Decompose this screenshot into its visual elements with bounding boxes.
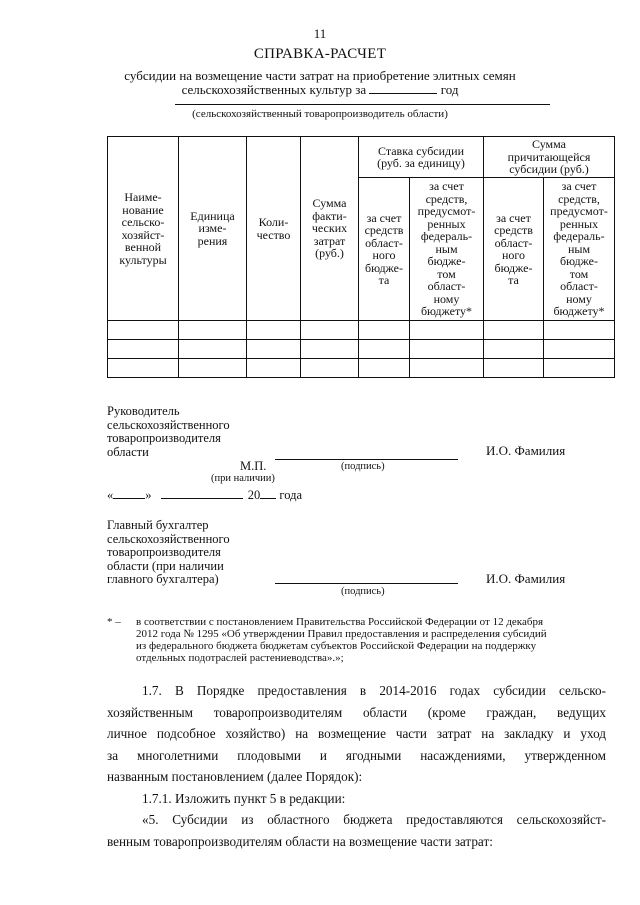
text-line: Руководитель <box>107 404 180 418</box>
subtitle-line-2-text: сельскохозяйственных культур за <box>181 82 367 97</box>
accountant-title <box>107 519 230 587</box>
body-line: личное подсобное хозяйство) на возмещение части затрат на закладку и уход <box>107 726 606 741</box>
text-line: в соответствии с постановлением Правительства Российской Федерации от 12 декабря <box>136 616 544 628</box>
paragraph-1-7-1: 1.7.1. Изложить пункт 5 в редакции: <box>142 790 346 806</box>
text-line: за счет <box>429 179 464 194</box>
text-line: област- <box>560 279 598 294</box>
day-blank <box>113 487 145 499</box>
head-signature-caption: (подпись) <box>341 461 385 472</box>
text-line: за счет <box>496 210 531 225</box>
header-sum-federal <box>544 178 615 321</box>
text-line: ному <box>433 291 460 306</box>
accountant-name: И.О. Фамилия <box>486 571 566 586</box>
text-line: област- <box>427 279 466 294</box>
stamp-note: (при наличии) <box>211 473 275 484</box>
text-line: 2012 года № 1295 «Об утверждении Правил предоставления и распределения субсидий <box>136 628 547 640</box>
header-subsidy-sum <box>484 137 615 178</box>
text-line: ным <box>567 241 591 256</box>
head-name: И.О. Фамилия <box>486 443 566 458</box>
text-line: област- <box>494 235 533 250</box>
head-signature-line <box>275 459 458 460</box>
text-line: бюдже- <box>559 254 599 269</box>
text-line: за счет <box>366 210 402 225</box>
text-line: Ставка субсидии <box>377 143 464 158</box>
text-line: отдельных подотраслей растениеводства».»; <box>136 652 344 664</box>
month-blank <box>161 487 243 499</box>
paragraph-1-7 <box>107 680 606 852</box>
text-line: федераль- <box>553 229 605 244</box>
text-line: Единица <box>190 208 235 223</box>
table-row <box>108 321 615 340</box>
text-line: Сумма <box>312 196 347 211</box>
text-line: хозяйст- <box>121 227 165 242</box>
producer-underline <box>175 104 550 105</box>
year-prefix: 20 <box>247 488 261 502</box>
text-line: ренных <box>427 216 466 231</box>
year-suffix-blank <box>260 487 276 499</box>
document-title: СПРАВКА-РАСЧЕТ <box>253 46 387 62</box>
text-line: сельскохозяйственного <box>107 417 230 432</box>
text-line: факти- <box>312 208 347 223</box>
text-line: предусмот- <box>417 204 476 219</box>
header-unit <box>179 137 247 321</box>
header-actual-cost <box>301 137 359 321</box>
text-line: товаропроизводителя <box>107 431 221 445</box>
calculation-table <box>107 136 615 378</box>
text-line: та <box>508 273 519 287</box>
text-line: Сумма <box>532 137 566 152</box>
date-open-quote: « <box>107 488 114 502</box>
text-line: ным <box>435 241 458 256</box>
paragraph-5-line: венным товаропроизводителям области на возмещение части затрат: <box>107 833 493 849</box>
body-line: 1.7. В Порядке предоставления в 2014-2016 годах субсидии сельско- <box>142 683 606 698</box>
text-line: (руб.) <box>315 246 344 261</box>
header-subsidy-rate <box>359 137 484 178</box>
footnote-mark: * – <box>107 616 121 628</box>
accountant-signature-line <box>275 583 458 584</box>
body-line: названным постановлением (далее Порядок): <box>107 769 363 784</box>
text-line: субсидии (руб.) <box>509 162 589 177</box>
year-word: года <box>279 488 302 502</box>
text-line: средств, <box>558 191 600 206</box>
subtitle-line-1: субсидии на возмещение части затрат на приобретение элитных семян <box>124 68 516 83</box>
footnote-text <box>136 616 606 664</box>
text-line: том <box>437 266 456 281</box>
producer-caption: (сельскохозяйственный товаропроизводитель области) <box>192 108 448 120</box>
text-line: ренных <box>559 216 599 231</box>
text-line: средств <box>364 223 404 237</box>
text-line: ному <box>566 291 592 306</box>
text-line: ного <box>501 248 526 262</box>
subtitle-year-word: год <box>440 82 459 97</box>
text-line: та <box>378 273 390 287</box>
header-rate-federal <box>410 178 484 321</box>
text-line: затрат <box>313 233 346 248</box>
table-row <box>108 359 615 378</box>
text-line: бюдже- <box>364 260 404 275</box>
text-line: чество <box>256 227 291 242</box>
text-line: области <box>107 444 149 459</box>
header-quantity <box>247 137 301 321</box>
body-line: за многолетними плодовыми и ягодными насаждениями, утвержденном <box>107 747 606 763</box>
text-line: главного бухгалтера) <box>107 572 219 586</box>
text-line: культуры <box>119 252 167 267</box>
text-line: нование <box>122 202 164 217</box>
text-line: из федерального бюджета бюджетам субъектов Российской Федерации на поддержку <box>136 640 537 652</box>
head-title <box>107 405 230 459</box>
text-line: Наиме- <box>124 190 162 204</box>
text-line: ного <box>372 248 396 262</box>
page-number: 11 <box>313 26 327 41</box>
text-line: бюдже- <box>494 260 533 275</box>
text-line: средств, <box>425 191 468 206</box>
text-line: Главный бухгалтер <box>107 518 209 532</box>
date-line <box>107 487 302 503</box>
subtitle-line-2 <box>0 82 640 98</box>
text-line: (руб. за единицу) <box>377 156 465 170</box>
text-line: бюдже- <box>427 254 466 269</box>
accountant-signature-caption: (подпись) <box>341 586 385 597</box>
year-blank <box>369 82 437 94</box>
text-line: сельскохозяйственного <box>107 531 230 546</box>
text-line: за счет <box>561 179 597 194</box>
text-line: федераль- <box>420 229 473 244</box>
text-line: бюджету* <box>420 304 473 319</box>
header-rate-regional <box>359 178 410 321</box>
text-line: средств <box>494 223 533 237</box>
header-crop-name <box>108 137 179 321</box>
text-line: област- <box>365 235 403 250</box>
text-line: Коли- <box>258 215 289 229</box>
text-line: бюджету* <box>553 304 605 319</box>
text-line: ческих <box>311 221 348 236</box>
text-line: причитающейся <box>507 149 591 164</box>
paragraph-5-line: «5. Субсидии из областного бюджета предоставляются сельскохозяйст- <box>142 812 606 827</box>
table-row <box>108 340 615 359</box>
text-line: том <box>569 266 589 281</box>
date-close-quote: » <box>145 488 152 502</box>
stamp-label: М.П. <box>240 459 267 473</box>
text-line: товаропроизводителя <box>107 545 221 559</box>
header-sum-regional <box>484 178 544 321</box>
text-line: сельско- <box>121 215 165 229</box>
text-line: области (при наличии <box>107 558 224 573</box>
text-line: изме- <box>198 221 227 236</box>
text-line: венной <box>124 240 162 254</box>
body-line: хозяйственным товаропроизводителям области (кроме граждан, ведущих <box>107 704 606 720</box>
text-line: предусмот- <box>550 204 608 219</box>
text-line: рения <box>197 233 228 248</box>
